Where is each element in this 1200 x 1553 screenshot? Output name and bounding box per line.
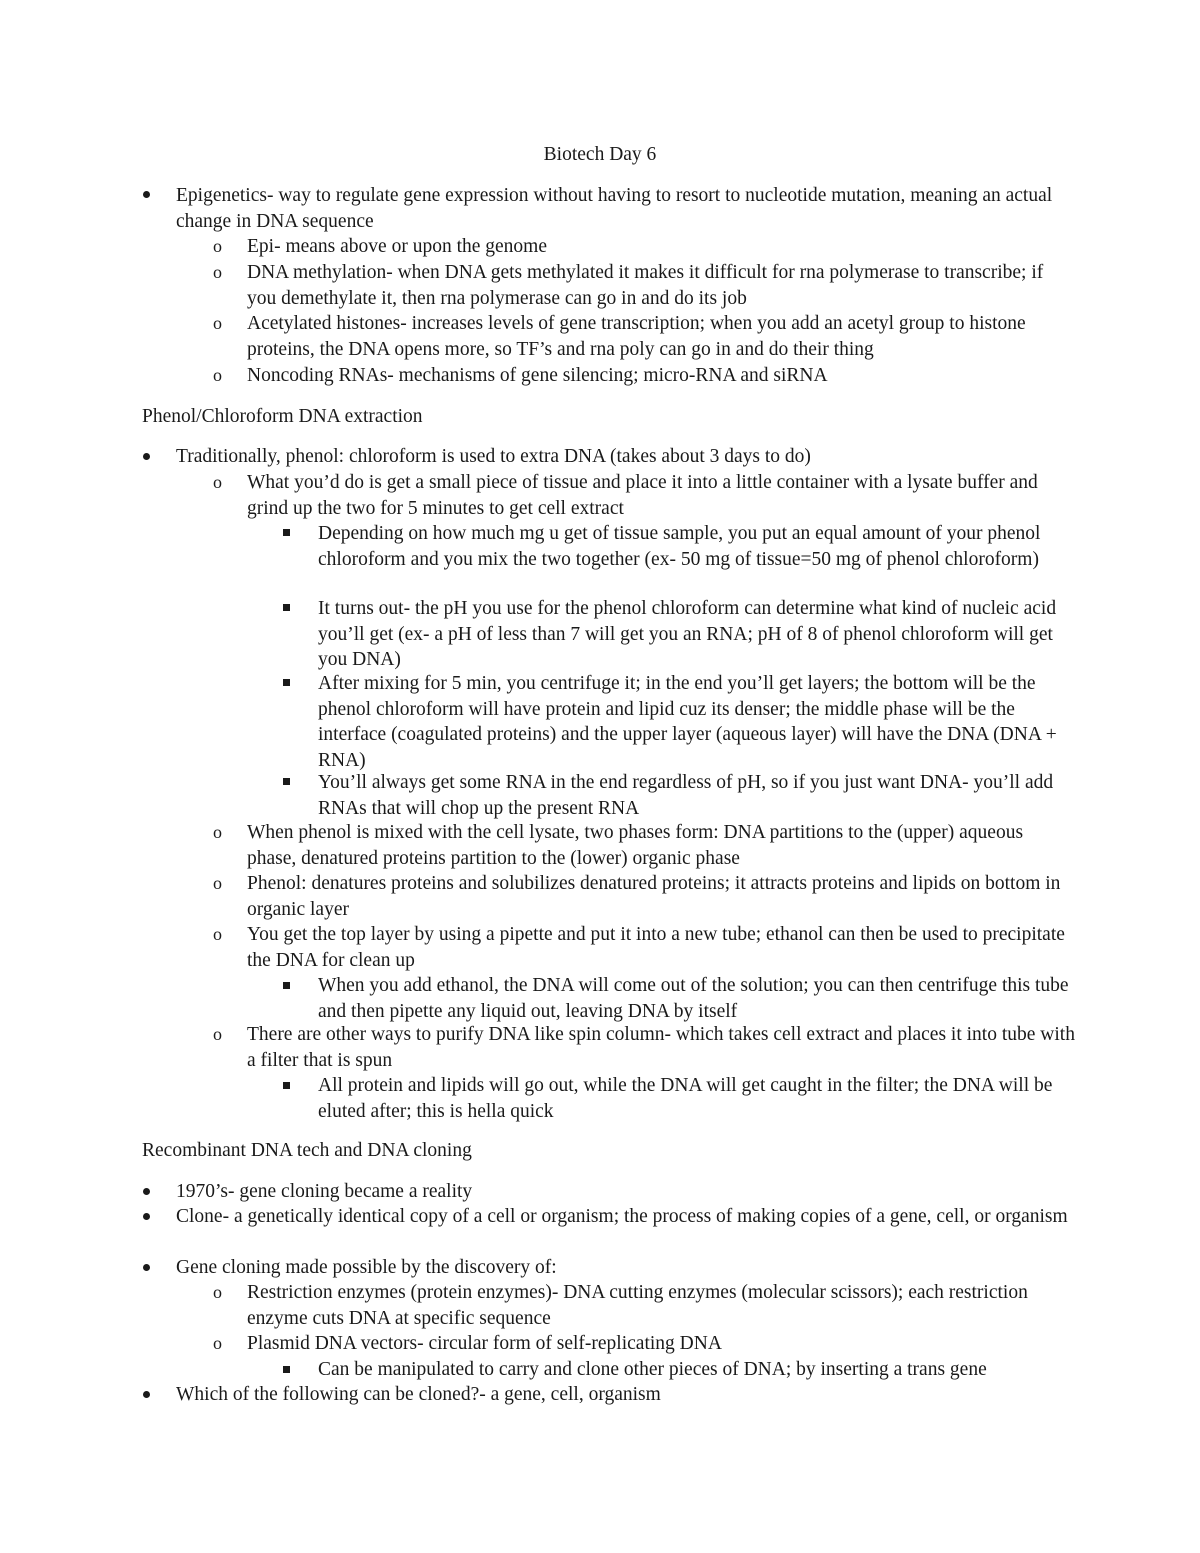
list-item: Which of the following can be cloned?- a gene, cell, organism [176, 1384, 661, 1405]
bullet-dot [142, 1188, 152, 1198]
list-item: What you’d do is get a small piece of tissue and place it into a little container with a lysate buffer and grind up the two for 5 minutes to get cell extract [247, 472, 1038, 519]
section-heading: Recombinant DNA tech and DNA cloning [142, 1140, 472, 1161]
bullet-circle: o [213, 236, 222, 256]
bullet-square [283, 529, 290, 536]
bullet-circle: o [213, 313, 222, 333]
bullet-circle: o [213, 873, 222, 893]
bullet-dot [142, 1213, 152, 1223]
list-item: Phenol: denatures proteins and solubilizes denatured proteins; it attracts proteins and lipids on bottom in organic layer [247, 873, 1061, 920]
bullet-circle: o [213, 1282, 222, 1302]
bullet-square [283, 982, 290, 989]
list-item: DNA methylation- when DNA gets methylated it makes it difficult for rna polymerase to transcribe; if you demethylate it, then rna polymerase can go in and do its job [247, 262, 1044, 309]
bullet-square [283, 679, 290, 686]
bullet-dot [142, 1264, 152, 1274]
bullet-square [283, 1366, 290, 1373]
list-item: 1970’s- gene cloning became a reality [176, 1181, 473, 1202]
bullet-circle: o [213, 472, 222, 492]
list-item: Can be manipulated to carry and clone other pieces of DNA; by inserting a trans gene [318, 1359, 987, 1380]
bullet-circle: o [213, 1024, 222, 1044]
list-item: Epi- means above or upon the genome [247, 236, 547, 257]
bullet-circle: o [213, 1333, 222, 1353]
bullet-square [283, 778, 290, 785]
bullet-circle: o [213, 924, 222, 944]
list-item: When you add ethanol, the DNA will come out of the solution; you can then centrifuge this tube and then pipette any liquid out, leaving DNA by itself [318, 975, 1069, 1022]
list-item: Plasmid DNA vectors- circular form of self-replicating DNA [247, 1333, 722, 1354]
list-item: Depending on how much mg u get of tissue sample, you put an equal amount of your phenol chloroform and you mix the two together (ex- 50 mg of tissue=50 mg of phenol chloroform) [318, 523, 1041, 570]
bullet-circle: o [213, 262, 222, 282]
list-item: You get the top layer by using a pipette and put it into a new tube; ethanol can then be used to precipitate the DNA for clean up [247, 924, 1065, 971]
list-item: Restriction enzymes (protein enzymes)- DNA cutting enzymes (molecular scissors); each restriction enzyme cuts DNA at specific sequence [247, 1282, 1028, 1329]
section-heading: Phenol/Chloroform DNA extraction [142, 406, 423, 427]
list-item: All protein and lipids will go out, while the DNA will get caught in the filter; the DNA will be eluted after; this is hella quick [318, 1075, 1053, 1122]
list-item: When phenol is mixed with the cell lysate, two phases form: DNA partitions to the (upper) aqueous phase, denatured proteins partition to the (lower) organic phase [247, 822, 1024, 869]
bullet-circle: o [213, 822, 222, 842]
bullet-dot [142, 453, 152, 463]
bullet-square [283, 604, 290, 611]
list-item: Epigenetics- way to regulate gene expression without having to resort to nucleotide mutation, meaning an actual change in DNA sequence [176, 185, 1053, 232]
list-item: You’ll always get some RNA in the end regardless of pH, so if you just want DNA- you’ll add RNAs that will chop up the present RNA [318, 772, 1054, 819]
list-item: After mixing for 5 min, you centrifuge it; in the end you’ll get layers; the bottom will be the phenol chloroform will have protein and lipid cuz its denser; the middle phase will be the interface (coagulated proteins) and the upper layer (aqueous layer) will have the DNA (DNA + RNA) [318, 673, 1057, 771]
bullet-dot [142, 191, 152, 201]
list-item: Traditionally, phenol: chloroform is used to extra DNA (takes about 3 days to do) [176, 446, 811, 467]
list-item: Acetylated histones- increases levels of gene transcription; when you add an acetyl group to histone proteins, the DNA opens more, so TF’s and rna poly can go in and do their thing [247, 313, 1026, 360]
bullet-square [283, 1082, 290, 1089]
list-item: Gene cloning made possible by the discovery of: [176, 1257, 557, 1278]
list-item: It turns out- the pH you use for the phenol chloroform can determine what kind of nucleic acid you’ll get (ex- a pH of less than 7 will get you an RNA; pH of 8 of phenol chloroform will get you DNA) [318, 598, 1057, 670]
bullet-dot [142, 1391, 152, 1401]
list-item: Clone- a genetically identical copy of a cell or organism; the process of making copies of a gene, cell, or organism [176, 1206, 1068, 1227]
bullet-circle: o [213, 365, 222, 385]
list-item: Noncoding RNAs- mechanisms of gene silencing; micro-RNA and siRNA [247, 365, 828, 386]
page-title: Biotech Day 6 [543, 144, 657, 165]
list-item: There are other ways to purify DNA like spin column- which takes cell extract and places it into tube with a filter that is spun [247, 1024, 1075, 1071]
